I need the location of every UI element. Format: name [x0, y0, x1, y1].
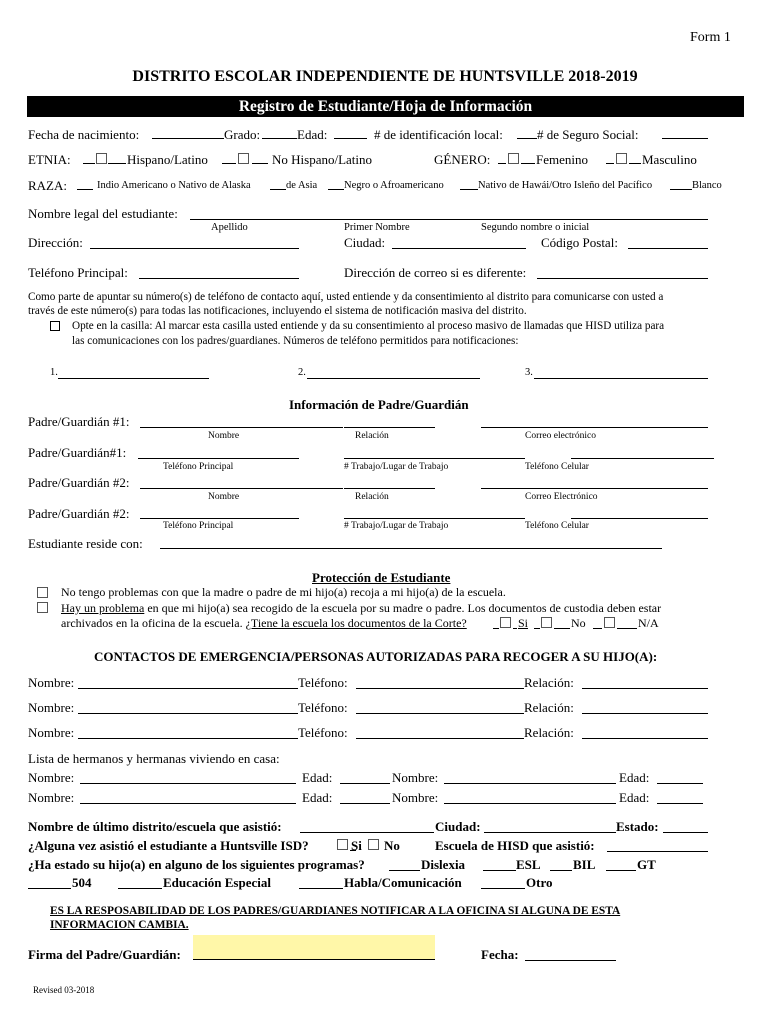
- pg1-phone-caption: Teléfono Principal: [163, 462, 234, 472]
- pg1-name-field[interactable]: [140, 427, 343, 428]
- esl-field[interactable]: [483, 870, 516, 871]
- pg2-relation-field[interactable]: [344, 488, 435, 489]
- race-black-field[interactable]: [328, 189, 344, 190]
- pg1-name-caption: Nombre: [208, 431, 240, 441]
- birth-label: Fecha de nacimiento:: [28, 127, 140, 142]
- court-yes-checkbox[interactable]: [500, 617, 511, 628]
- ssn-field[interactable]: [662, 138, 708, 139]
- court-question: ¿Tiene la escuela los documentos de la Corte?: [245, 616, 467, 630]
- hisd-school-label: Escuela de HISD que asistió:: [435, 838, 595, 853]
- zip-field[interactable]: [628, 248, 708, 249]
- gt-field[interactable]: [606, 870, 636, 871]
- attended-no-checkbox[interactable]: [368, 839, 379, 850]
- male-blank2: [629, 163, 641, 164]
- hispanic-label: Hispano/Latino: [127, 152, 208, 167]
- phone-num-3-label: 3.: [525, 367, 533, 378]
- programs-question: ¿Ha estado su hijo(a) en alguno de los siguientes programas?: [28, 857, 365, 872]
- dyslexia-field[interactable]: [389, 870, 420, 871]
- legal-name-label: Nombre legal del estudiante:: [28, 206, 178, 221]
- emergency-name-label-3: Nombre:: [28, 725, 75, 740]
- other-label: Otro: [526, 875, 553, 890]
- pg2-email-caption: Correo Electrónico: [525, 492, 598, 502]
- race-label: RAZA:: [28, 178, 67, 193]
- pg1-phone-field[interactable]: [138, 458, 299, 459]
- problem-text2: archivados en la oficina de la escuela.: [61, 616, 246, 630]
- court-na-blank2: [617, 628, 637, 629]
- legal-name-field[interactable]: [190, 219, 708, 220]
- pg2-relation-caption: Relación: [355, 492, 389, 502]
- problem-underlined: Hay un problema: [61, 601, 145, 615]
- problem-line1: [61, 602, 661, 614]
- school-city-field[interactable]: [484, 832, 616, 833]
- pg1-email-field[interactable]: [481, 427, 708, 428]
- not-hispanic-checkbox[interactable]: [238, 153, 249, 164]
- date-field[interactable]: [525, 960, 616, 961]
- section-bar: [27, 96, 744, 117]
- consent-line1: Como parte de apuntar su número(s) de teléfono de contacto aquí, usted entiende y da consentimiento al distrito para comunicarse con usted a: [28, 291, 664, 303]
- speech-field[interactable]: [299, 888, 343, 889]
- pg1-cell-caption: Teléfono Celular: [525, 462, 589, 472]
- female-blank: [498, 163, 506, 164]
- pg2-email-field[interactable]: [481, 488, 708, 489]
- page-title: DISTRITO ESCOLAR INDEPENDIENTE DE HUNTSVILLE 2018-2019: [132, 68, 638, 85]
- problem-checkbox[interactable]: [37, 602, 48, 613]
- speech-label: Habla/Comunicación: [344, 875, 462, 890]
- pg1-label: Padre/Guardián #1:: [28, 414, 130, 429]
- local-id-field[interactable]: [517, 138, 537, 139]
- hispanic-blank: [108, 163, 126, 164]
- p504-field[interactable]: [28, 888, 71, 889]
- pg1-relation-field[interactable]: [344, 427, 435, 428]
- email-field[interactable]: [537, 278, 708, 279]
- emergency-name-field-1[interactable]: [78, 688, 298, 689]
- bil-label: BIL: [573, 857, 596, 872]
- emergency-relation-label-2: Relación:: [524, 700, 574, 715]
- pg1-work-caption: # Trabajo/Lugar de Trabajo: [344, 462, 449, 472]
- attended-yes-label: Si: [351, 838, 362, 853]
- pg2-work-caption: # Trabajo/Lugar de Trabajo: [344, 521, 449, 531]
- school-state-field[interactable]: [663, 832, 708, 833]
- resides-field[interactable]: [160, 548, 662, 549]
- zip-label: Código Postal:: [541, 235, 618, 250]
- siblings-label: Lista de hermanos y hermanas viviendo en casa:: [28, 751, 280, 766]
- emergency-phone-label-1: Teléfono:: [298, 675, 348, 690]
- emergency-name-field-2[interactable]: [78, 713, 298, 714]
- birth-field[interactable]: [152, 138, 224, 139]
- court-na-label: N/A: [638, 616, 659, 630]
- emergency-name-field-3[interactable]: [78, 738, 298, 739]
- race-black-label: Negro o Afroamericano: [344, 180, 444, 191]
- sibling-name-field-3[interactable]: [80, 803, 296, 804]
- city-field[interactable]: [392, 248, 526, 249]
- female-label: Femenino: [536, 152, 588, 167]
- race-asia-label: de Asia: [286, 180, 318, 191]
- pg2-phone-field[interactable]: [140, 518, 299, 519]
- pg1-email-caption: Correo electrónico: [525, 431, 596, 441]
- sped-field[interactable]: [118, 888, 162, 889]
- hisd-school-field[interactable]: [607, 851, 708, 852]
- optout-line1: Opte en la casilla: Al marcar esta casilla usted entiende y da su consentimiento al proceso masivo de llamadas que HISD utiliza para: [72, 320, 665, 332]
- emergency-relation-label-1: Relación:: [524, 675, 574, 690]
- emergency-phone-label-3: Teléfono:: [298, 725, 348, 740]
- not-hispanic-label: No Hispano/Latino: [272, 152, 373, 167]
- signature-label: Firma del Padre/Guardián:: [28, 947, 181, 962]
- last-district-label: Nombre de último distrito/escuela que asistió:: [28, 819, 282, 834]
- sibling-age-label-3: Edad:: [302, 790, 333, 805]
- pg2b-label: Padre/Guardián #2:: [28, 506, 130, 521]
- emergency-relation-field-2[interactable]: [582, 713, 708, 714]
- other-field[interactable]: [481, 888, 525, 889]
- phone-num-2-field[interactable]: [307, 378, 480, 379]
- problem-line2: [61, 617, 467, 629]
- race-ai-field[interactable]: [77, 189, 93, 190]
- attended-yes-checkbox[interactable]: [337, 839, 348, 850]
- sibling-age-label-2: Edad:: [619, 770, 650, 785]
- revised-note: Revised 03-2018: [33, 985, 95, 995]
- pg1-work-field[interactable]: [344, 458, 525, 459]
- pg2-phone-caption: Teléfono Principal: [163, 521, 234, 531]
- male-label: Masculino: [642, 152, 697, 167]
- pg2-cell-caption: Teléfono Celular: [525, 521, 589, 531]
- phone-num-1-label: 1.: [50, 367, 58, 378]
- pg2-name-field[interactable]: [140, 488, 343, 489]
- optout-checkbox[interactable]: [50, 321, 60, 331]
- sibling-name-field-2[interactable]: [444, 783, 616, 784]
- address-field[interactable]: [90, 248, 299, 249]
- phone-num-1-field[interactable]: [58, 378, 209, 379]
- middle-name-caption: Segundo nombre o inicial: [481, 222, 590, 233]
- court-no-checkbox[interactable]: [541, 617, 552, 628]
- notice-line2: INFORMACION CAMBIA.: [50, 919, 189, 931]
- race-white-label: Blanco: [692, 180, 722, 191]
- ssn-label: # de Seguro Social:: [537, 127, 639, 142]
- sibling-age-label-4: Edad:: [619, 790, 650, 805]
- race-white-field[interactable]: [670, 189, 692, 190]
- notice-line1: ES LA RESPOSABILIDAD DE LOS PADRES/GUARDIANES NOTIFICAR A LA OFICINA SI ALGUNA DE ESTA: [50, 905, 621, 917]
- emergency-relation-field-3[interactable]: [582, 738, 708, 739]
- sibling-name-label-4: Nombre:: [392, 790, 439, 805]
- emergency-phone-field-3[interactable]: [356, 738, 524, 739]
- last-name-caption: Apellido: [211, 222, 248, 233]
- court-yes-label: Si: [518, 616, 529, 630]
- bil-field[interactable]: [550, 870, 572, 871]
- gt-label: GT: [637, 857, 656, 872]
- esl-label: ESL: [516, 857, 541, 872]
- local-id-label: # de identificación local:: [374, 127, 503, 142]
- pg2-cell-field[interactable]: [571, 518, 708, 519]
- age-label: Edad:: [297, 127, 328, 142]
- emergency-heading: CONTACTOS DE EMERGENCIA/PERSONAS AUTORIZADAS PARA RECOGER A SU HIJO(A):: [94, 649, 658, 664]
- not-hispanic-blank2: [252, 163, 268, 164]
- no-problem-checkbox[interactable]: [37, 587, 48, 598]
- p504-label: 504: [72, 875, 92, 890]
- optout-line2: las comunicaciones con los padres/guardianes. Números de teléfono permitidos para notificaciones:: [72, 335, 519, 347]
- court-no-label: No: [571, 616, 586, 630]
- date-label: Fecha:: [481, 947, 519, 962]
- protection-heading: Protección de Estudiante: [312, 570, 451, 585]
- sibling-name-field-1[interactable]: [80, 783, 296, 784]
- no-problem-text: No tengo problemas con que la madre o padre de mi hijo(a) recoja a mi hijo(a) de la escuela.: [61, 585, 506, 599]
- grade-field[interactable]: [262, 138, 297, 139]
- male-checkbox[interactable]: [616, 153, 627, 164]
- court-yes-blank: [493, 628, 499, 629]
- phone-num-2-label: 2.: [298, 367, 306, 378]
- race-hawaii-label: Nativo de Hawái/Otro Isleño del Pacífico: [478, 180, 653, 191]
- city-label: Ciudad:: [344, 235, 386, 250]
- grade-label: Grado:: [224, 127, 261, 142]
- attended-no-label: No: [384, 838, 400, 853]
- pg1-cell-field[interactable]: [571, 458, 714, 459]
- age-field[interactable]: [334, 138, 367, 139]
- race-asia-field[interactable]: [270, 189, 286, 190]
- address-label: Dirección:: [28, 235, 83, 250]
- sibling-name-field-4[interactable]: [444, 803, 616, 804]
- court-no-blank2: [554, 628, 570, 629]
- problem-text: en que mi hijo(a) sea recogido de la escuela por su madre o padre. Los documentos de custodia deben estar: [144, 601, 662, 615]
- signature-line: [193, 959, 435, 960]
- emergency-phone-label-2: Teléfono:: [298, 700, 348, 715]
- race-ai-label: Indio Americano o Nativo de Alaska: [97, 180, 251, 191]
- section-bar-title: Registro de Estudiante/Hoja de Información: [238, 98, 533, 115]
- sibling-age-field-4[interactable]: [657, 803, 703, 804]
- sped-label: Educación Especial: [163, 875, 271, 890]
- ethnicity-blank: [83, 163, 95, 164]
- resides-label: Estudiante reside con:: [28, 536, 143, 551]
- phone-field[interactable]: [139, 278, 299, 279]
- school-city-label: Ciudad:: [435, 819, 481, 834]
- sibling-name-label-1: Nombre:: [28, 770, 75, 785]
- emergency-phone-field-2[interactable]: [356, 713, 524, 714]
- pg2-name-caption: Nombre: [208, 492, 240, 502]
- emergency-name-label-1: Nombre:: [28, 675, 75, 690]
- race-hawaii-field[interactable]: [460, 189, 478, 190]
- pg2-work-field[interactable]: [344, 518, 525, 519]
- phone-num-3-field[interactable]: [534, 378, 708, 379]
- court-yes-blank2: [513, 628, 517, 629]
- form-number: Form 1: [690, 30, 731, 45]
- dyslexia-label: Dislexia: [421, 857, 466, 872]
- attended-question: ¿Alguna vez asistió el estudiante a Huntsville ISD?: [28, 838, 309, 853]
- male-blank: [606, 163, 614, 164]
- first-name-caption: Primer Nombre: [344, 222, 410, 233]
- sibling-age-field-3[interactable]: [340, 803, 390, 804]
- court-no-blank: [534, 628, 540, 629]
- emergency-relation-label-3: Relación:: [524, 725, 574, 740]
- ethnicity-label: ETNIA:: [28, 152, 71, 167]
- emergency-name-label-2: Nombre:: [28, 700, 75, 715]
- sibling-age-field-2[interactable]: [657, 783, 703, 784]
- emergency-phone-field-1[interactable]: [356, 688, 524, 689]
- school-state-label: Estado:: [616, 819, 659, 834]
- consent-line2: través de este número(s) para todas las notificaciones, incluyendo el sistema de notificación masiva del distrito.: [28, 305, 527, 317]
- sibling-age-field-1[interactable]: [340, 783, 390, 784]
- sibling-name-label-2: Nombre:: [392, 770, 439, 785]
- sibling-name-label-3: Nombre:: [28, 790, 75, 805]
- phone-label: Teléfono Principal:: [28, 265, 128, 280]
- sibling-age-label-1: Edad:: [302, 770, 333, 785]
- email-label: Dirección de correo si es diferente:: [344, 265, 527, 280]
- female-blank2: [521, 163, 535, 164]
- gender-label: GÉNERO:: [434, 152, 491, 167]
- hispanic-checkbox[interactable]: [96, 153, 107, 164]
- parents-heading: Información de Padre/Guardián: [289, 397, 469, 412]
- signature-field[interactable]: [193, 935, 435, 959]
- female-checkbox[interactable]: [508, 153, 519, 164]
- last-district-field[interactable]: [300, 832, 434, 833]
- not-hispanic-blank: [222, 163, 236, 164]
- pg1b-label: Padre/Guardián#1:: [28, 445, 127, 460]
- pg2-label: Padre/Guardián #2:: [28, 475, 130, 490]
- pg1-relation-caption: Relación: [355, 431, 389, 441]
- court-na-checkbox[interactable]: [604, 617, 615, 628]
- court-na-blank: [593, 628, 602, 629]
- emergency-relation-field-1[interactable]: [582, 688, 708, 689]
